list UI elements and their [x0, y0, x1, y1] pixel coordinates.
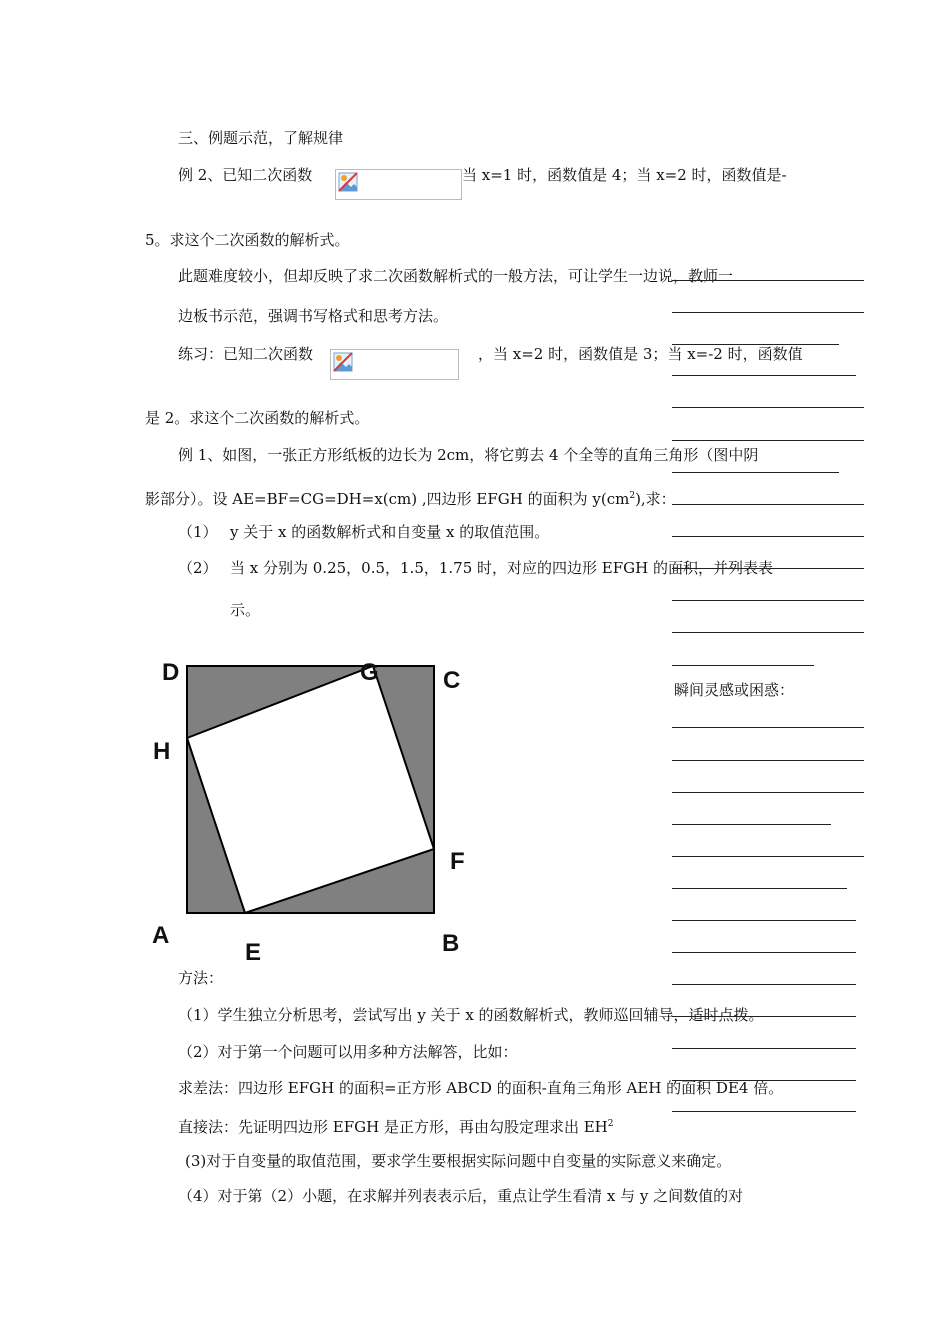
note-line	[672, 344, 839, 345]
section-title: 三、例题示范，了解规律	[178, 129, 344, 147]
question2-continued: 示。	[230, 601, 261, 619]
note-line	[672, 600, 864, 601]
note-line	[672, 632, 864, 633]
vertex-label-f: F	[450, 848, 465, 875]
vertex-label-h: H	[153, 738, 171, 765]
note-line	[672, 504, 864, 505]
vertex-label-a: A	[152, 922, 170, 949]
practice-prefix: 练习：已知二次函数	[178, 345, 314, 363]
note-line	[672, 1080, 856, 1081]
note-line	[672, 1016, 856, 1017]
superscript: 2	[629, 491, 636, 501]
question2-number: （2）	[178, 559, 218, 577]
vertex-label-b: B	[442, 930, 460, 957]
note-line	[672, 568, 864, 569]
practice-suffix: ，当 x=2 时，函数值是 3；当 x=-2 时，函数值	[478, 345, 803, 363]
note-line	[672, 440, 864, 441]
note-line	[672, 824, 831, 825]
example1-line2-b: ),求：	[635, 490, 676, 508]
broken-image-icon	[333, 352, 353, 372]
note-line	[672, 1111, 856, 1112]
note-line	[672, 536, 864, 537]
note-line	[672, 856, 864, 857]
note-line	[672, 760, 864, 761]
example2-prefix: 例 2、已知二次函数	[178, 166, 313, 184]
example2-continued: 5。求这个二次函数的解析式。	[145, 231, 350, 249]
teaching-note-line2: 边板书示范，强调书写格式和思考方法。	[178, 307, 449, 325]
method-step3: (3)对于自变量的取值范围，要求学生要根据实际问题中自变量的实际意义来确定。	[185, 1152, 732, 1170]
example2-suffix: 当 x=1 时，函数值是 4；当 x=2 时，函数值是-	[462, 166, 787, 184]
method-direct	[178, 1114, 614, 1137]
example1-line1: 例 1、如图，一张正方形纸板的边长为 2cm，将它剪去 4 个全等的直角三角形（图中阴	[178, 446, 759, 464]
note-line	[672, 472, 839, 473]
method-step4: （4）对于第（2）小题，在求解并列表表示后，重点让学生看清 x 与 y 之间数值的对	[178, 1187, 744, 1205]
method-difference: 求差法：四边形 EFGH 的面积=正方形 ABCD 的面积-直角三角形 AEH 的面积 DE4 倍。	[178, 1079, 784, 1097]
method-direct-text: 直接法：先证明四边形 EFGH 是正方形，再由勾股定理求出 EH	[178, 1118, 608, 1136]
note-line	[672, 888, 847, 889]
broken-image-icon	[338, 172, 358, 192]
note-line	[672, 407, 864, 408]
note-line	[672, 727, 864, 728]
vertex-label-g: G	[360, 659, 379, 686]
note-line	[672, 280, 864, 281]
question2-text: 当 x 分别为 0.25，0.5，1.5，1.75 时，对应的四边形 EFGH 的面积，并列表表	[230, 559, 773, 577]
note-line	[672, 920, 856, 921]
vertex-label-d: D	[162, 659, 180, 686]
example1-line2	[145, 486, 676, 509]
inspiration-label: 瞬间灵感或困惑：	[674, 681, 795, 699]
square-diagram	[186, 665, 436, 915]
note-line	[672, 665, 814, 666]
method-title: 方法：	[178, 969, 224, 987]
note-line	[672, 375, 856, 376]
vertex-label-c: C	[443, 667, 461, 694]
method-step2: （2）对于第一个问题可以用多种方法解答，比如：	[178, 1043, 518, 1061]
note-line	[672, 312, 864, 313]
note-line	[672, 952, 856, 953]
note-line	[672, 792, 864, 793]
question1-text: y 关于 x 的函数解析式和自变量 x 的取值范围。	[230, 523, 550, 541]
vertex-label-e: E	[245, 939, 262, 966]
method-step1: （1）学生独立分析思考，尝试写出 y 关于 x 的函数解析式，教师巡回辅导，适时点拨。	[178, 1006, 764, 1024]
teaching-note-line1: 此题难度较小，但却反映了求二次函数解析式的一般方法，可让学生一边说，教师一	[178, 267, 734, 285]
question1-number: （1）	[178, 523, 218, 541]
note-line	[672, 1048, 856, 1049]
superscript: 2	[607, 1119, 614, 1129]
practice-continued: 是 2。求这个二次函数的解析式。	[145, 409, 370, 427]
formula-image-placeholder	[330, 349, 459, 380]
example1-line2-a: 影部分）。设 AE=BF=CG=DH=x(cm) ,四边形 EFGH 的面积为 y(cm	[145, 490, 630, 508]
formula-image-placeholder	[335, 169, 462, 200]
note-line	[672, 984, 856, 985]
